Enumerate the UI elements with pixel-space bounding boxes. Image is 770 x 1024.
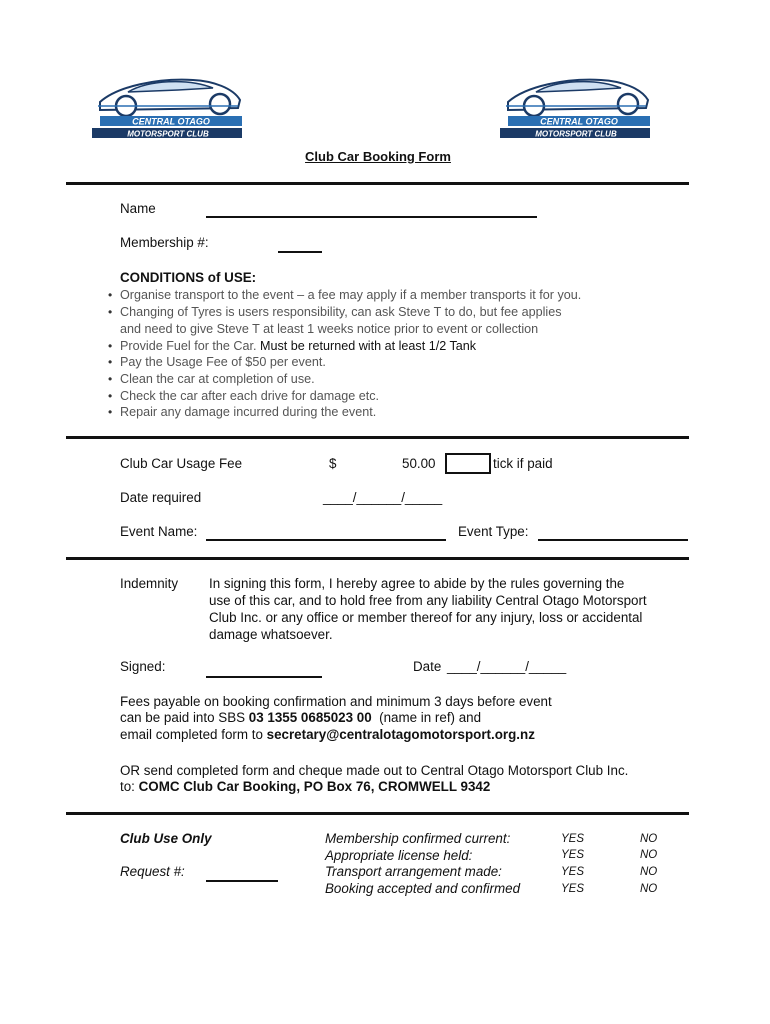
membership-field[interactable] [278,251,322,253]
event-type-field[interactable] [538,539,688,541]
payment-line: Fees payable on booking confirmation and minimum 3 days before event [120,694,552,709]
bullet-icon: • [108,389,113,403]
check-label: Membership confirmed current: [325,831,511,846]
usage-fee-label: Club Car Usage Fee [120,456,243,471]
club-logo-right [496,72,656,142]
bank-account-number: 03 1355 0685023 00 [248,710,372,725]
check-label: Transport arrangement made: [325,864,502,879]
bullet-icon: • [108,355,113,369]
condition-item: Pay the Usage Fee of $50 per event. [120,355,326,369]
logo-text-line1: CENTRAL OTAGO [132,116,210,127]
condition-item: Repair any damage incurred during the event. [120,405,377,419]
membership-label: Membership #: [120,235,209,250]
check-label: Appropriate license held: [325,848,473,863]
signature-field[interactable] [206,676,322,678]
check-yes[interactable]: YES [561,883,585,895]
logo-text-line1: CENTRAL OTAGO [540,116,618,127]
indemnity-text-line: damage whatsoever. [209,627,333,642]
paid-checkbox[interactable] [445,453,491,474]
condition-item: Check the car after each drive for damage etc. [120,389,380,403]
conditions-heading: CONDITIONS of USE: [120,270,257,285]
logo-text-line2: MOTORSPORT CLUB [127,129,209,139]
club-use-title: Club Use Only [120,831,212,846]
divider [66,182,689,185]
payment-address-line [120,779,490,795]
fee-amount: 50.00 [402,456,436,471]
request-number-field[interactable] [206,880,278,882]
event-name-label: Event Name: [120,524,198,539]
condition-fuel-text: Provide Fuel for the Car. [120,339,257,353]
signed-date-field[interactable]: ____/______/_____ [447,659,567,674]
condition-item-continued: and need to give Steve T at least 1 weeks notice prior to event or collection [120,322,539,336]
date-required-label: Date required [120,490,202,505]
bullet-icon: • [108,405,113,419]
check-yes[interactable]: YES [561,833,585,845]
address-prefix: to: [120,779,139,794]
check-yes[interactable]: YES [561,849,585,861]
payment-cheque-line: OR send completed form and cheque made out to Central Otago Motorsport Club Inc. [120,763,629,778]
divider [66,812,689,815]
date-required-field[interactable]: ____/______/_____ [323,490,443,505]
condition-item: Clean the car at completion of use. [120,372,315,386]
form-title: Club Car Booking Form [305,149,451,164]
check-no[interactable]: NO [640,883,658,895]
payment-email-line [120,727,535,743]
payment-email-prefix: email completed form to [120,727,267,742]
payment-bank-line [120,710,481,726]
payment-bank-prefix: can be paid into SBS [120,710,249,725]
club-logo-left [88,72,248,142]
signed-label: Signed: [120,659,166,674]
car-logo-icon [496,72,656,142]
event-name-field[interactable] [206,539,446,541]
divider [66,436,689,439]
bullet-icon: • [108,372,113,386]
condition-item: Organise transport to the event – a fee may apply if a member transports it for you. [120,288,582,302]
name-label: Name [120,201,156,216]
bullet-icon: • [108,305,113,319]
indemnity-text-line: Club Inc. or any office or member thereof for any injury, loss or accidental [209,610,643,625]
check-yes[interactable]: YES [561,866,585,878]
logo-text-line2: MOTORSPORT CLUB [535,129,617,139]
currency-symbol: $ [329,456,337,471]
name-field[interactable] [206,216,537,218]
postal-address: COMC Club Car Booking, PO Box 76, CROMWELL 9342 [138,779,491,794]
request-number-label: Request #: [120,864,185,879]
bullet-icon: • [108,288,113,302]
divider [66,557,689,560]
payment-bank-suffix: (name in ref) and [371,710,482,725]
bullet-icon: • [108,339,113,353]
event-type-label: Event Type: [458,524,529,539]
signed-date-label: Date [413,659,442,674]
secretary-email[interactable]: secretary@centralotagomotorsport.org.nz [266,727,535,742]
check-no[interactable]: NO [640,849,658,861]
check-no[interactable]: NO [640,833,658,845]
car-logo-icon [88,72,248,142]
indemnity-text-line: use of this car, and to hold free from any liability Central Otago Motorsport [209,593,647,608]
indemnity-text-line: In signing this form, I hereby agree to abide by the rules governing the [209,576,625,591]
check-label: Booking accepted and confirmed [325,881,521,896]
tick-if-paid-label: tick if paid [493,456,553,471]
indemnity-label: Indemnity [120,576,179,591]
check-no[interactable]: NO [640,866,658,878]
condition-item [120,338,476,355]
condition-item: Changing of Tyres is users responsibility, can ask Steve T to do, but fee applies [120,305,562,319]
condition-fuel-tank-text: Must be returned with at least 1/2 Tank [260,339,477,353]
